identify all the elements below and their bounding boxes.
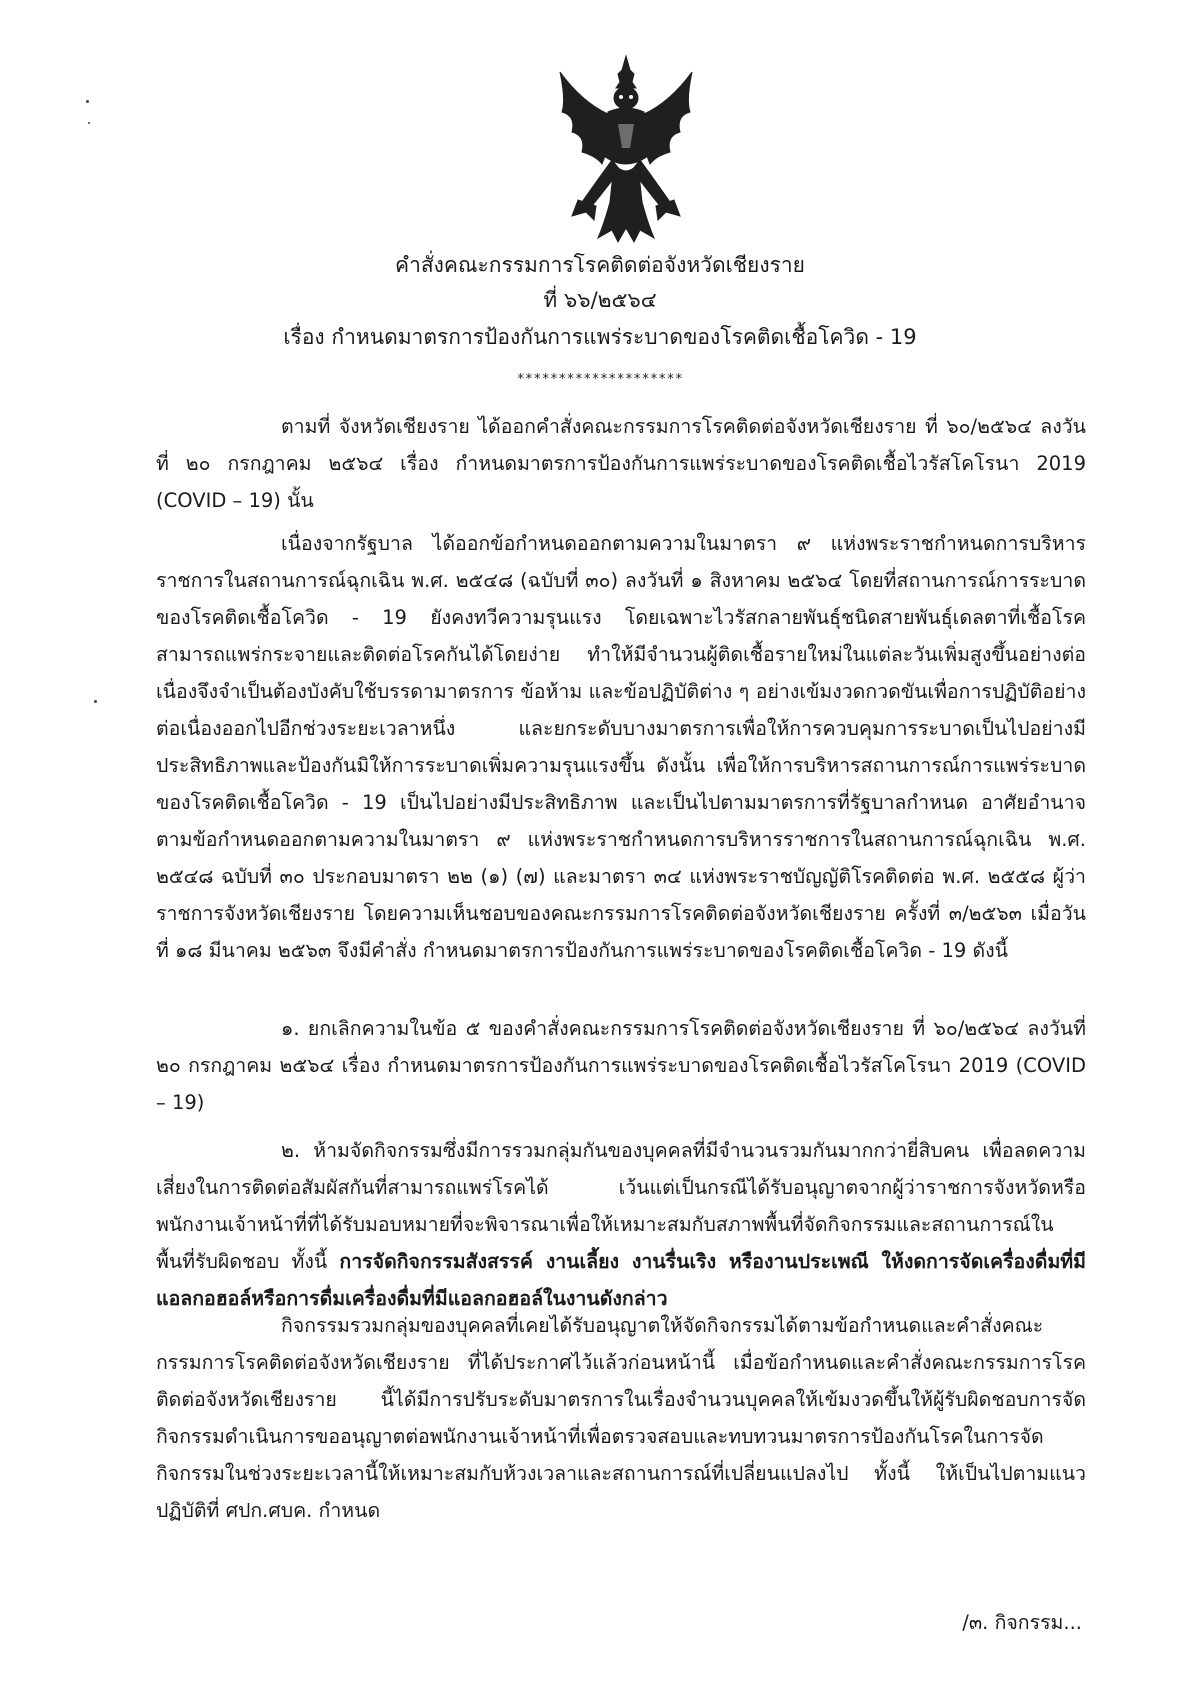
- clause-1: [156, 1010, 1086, 1121]
- paragraph-text: ๑. ยกเลิกความในข้อ ๕ ของคำสั่งคณะกรรมการโรคติดต่อจังหวัดเชียงราย ที่ ๖๐/๒๕๖๔ ลงวันที่ ๒๐ กรกฎาคม ๒๕๖๔ เรื่อง กำหนดมาตรการป้องกันการแพร่ระบาดของโรคติดเชื้อไวรัสโคโรนา 2019 (COVID – 19): [156, 1017, 1086, 1114]
- clause-2-normal-text: ๒. ห้ามจัดกิจกรรมซึ่งมีการรวมกลุ่มกันของบุคคลที่มีจำนวนรวมกันมากกว่ายี่สิบคน เพื่อลดความเสี่ยงในการติดต่อสัมผัสกันที่สามารถแพร่โรคได้ เว้นแต่เป็นกรณีได้รับอนุญาตจากผู้ว่าราชการจังหวัดหรือพนักงานเจ้าหน้าที่ที่ได้รับมอบหมายที่จะพิจารณาเพื่อให้เหมาะสมกับสภาพพื้นที่จัดกิจกรรมและสถานการณ์ในพื้นที่รับผิดชอบ ทั้งนี้: [156, 1139, 1086, 1273]
- clause-2-continuation: [156, 1307, 1086, 1529]
- order-title: คำสั่งคณะกรรมการโรคติดต่อจังหวัดเชียงราย: [395, 253, 805, 277]
- paragraph-text: เนื่องจากรัฐบาล ได้ออกข้อกำหนดออกตามความในมาตรา ๙ แห่งพระราชกำหนดการบริหารราชการในสถานการณ์ฉุกเฉิน พ.ศ. ๒๕๔๘ (ฉบับที่ ๓๐) ลงวันที่ ๑ สิงหาคม ๒๕๖๔ โดยที่สถานการณ์การระบาดของโรคติดเชื้อโควิด - 19 ยังคงทวีความรุนแรง โดยเฉพาะไวรัสกลายพันธุ์ชนิดสายพันธุ์เดลตาที่เชื้อโรคสามารถแพร่กระจายและติดต่อโรคกันได้โดยง่าย ทำให้มีจำนวนผู้ติดเชื้อรายใหม่ในแต่ละวันเพิ่มสูงขึ้นอย่างต่อเนื่องจึงจำเป็นต้องบังคับใช้บรรดามาตรการ ข้อห้าม และข้อปฏิบัติต่าง ๆ อย่างเข้มงวดกวดขันเพื่อการปฏิบัติอย่างต่อเนื่องออกไปอีกช่วงระยะเวลาหนึ่ง และยกระดับบางมาตรการเพื่อให้การควบคุมการระบาดเป็นไปอย่างมีประสิทธิภาพและป้องกันมิให้การระบาดเพิ่มความรุนแรงขึ้น ดังนั้น เพื่อให้การบริหารสถานการณ์การแพร่ระบาดของโรคติดเชื้อโควิด - 19 เป็นไปอย่างมีประสิทธิภาพ และเป็นไปตามมาตรการที่รัฐบาลกำหนด อาศัยอำนาจ ตามข้อกำหนดออกตามความในมาตรา ๙ แห่งพระราชกำหนดการบริหารราชการในสถานการณ์ฉุกเฉิน พ.ศ. ๒๕๔๘ ฉบับที่ ๓๐ ประกอบมาตรา ๒๒ (๑) (๗) และมาตรา ๓๔ แห่งพระราชบัญญัติโรคติดต่อ พ.ศ. ๒๕๕๘ ผู้ว่าราชการจังหวัดเชียงราย โดยความเห็นชอบของคณะกรรมการโรคติดต่อจังหวัดเชียงราย ครั้งที่ ๓/๒๕๖๓ เมื่อวันที่ ๑๘ มีนาคม ๒๕๖๓ จึงมีคำสั่ง กำหนดมาตรการป้องกันการแพร่ระบาดของโรคติดเชื้อโควิด - 19 ดังนี้: [156, 532, 1086, 962]
- clause-2-bold-text: การจัดกิจกรรมสังสรรค์ งานเลี้ยง งานรื่นเริง หรืองานประเพณี ให้งดการจัดเครื่องดื่มที่มีแอลกอฮอล์หรือการดื่มเครื่องดื่มที่มีแอลกอฮอล์ในงานดังกล่าว: [156, 1250, 1086, 1310]
- paragraph-reference: [156, 408, 1086, 519]
- scan-speck: [94, 700, 97, 703]
- paragraph-text: กิจกรรมรวมกลุ่มของบุคคลที่เคยได้รับอนุญาตให้จัดกิจกรรมได้ตามข้อกำหนดและคำสั่งคณะกรรมการโรคติดต่อจังหวัดเชียงราย ที่ได้ประกาศไว้แล้วก่อนหน้านี้ เมื่อข้อกำหนดและคำสั่งคณะกรรมการโรคติดต่อจังหวัดเชียงราย นี้ได้มีการปรับระดับมาตรการในเรื่องจำนวนบุคคลให้เข้มงวดขึ้นให้ผู้รับผิดชอบการจัดกิจกรรมดำเนินการขออนุญาตต่อพนักงานเจ้าหน้าที่เพื่อตรวจสอบและทบทวนมาตรการป้องกันโรคในการจัดกิจกรรมในช่วงระยะเวลานี้ให้เหมาะสมกับห้วงเวลาและสถานการณ์ที่เปลี่ยนแปลงไป ทั้งนี้ ให้เป็นไปตามแนวปฏิบัติที่ ศปก.ศบค. กำหนด: [156, 1314, 1086, 1522]
- clause-2: [156, 1132, 1086, 1317]
- scan-speck: [88, 122, 90, 124]
- paragraph-text: ตามที่ จังหวัดเชียงราย ได้ออกคำสั่งคณะกรรมการโรคติดต่อจังหวัดเชียงราย ที่ ๖๐/๒๕๖๔ ลงวันที่ ๒๐ กรกฎาคม ๒๕๖๔ เรื่อง กำหนดมาตรการป้องกันการแพร่ระบาดของโรคติดเชื้อไวรัสโคโรนา 2019 (COVID – 19) นั้น: [156, 415, 1086, 512]
- separator-line: ********************: [516, 372, 684, 387]
- order-subject: เรื่อง กำหนดมาตรการป้องกันการแพร่ระบาดของโรคติดเชื้อโควิด - 19: [283, 325, 917, 349]
- clause-2-text: [156, 1132, 1086, 1317]
- order-number: ที่ ๖๖/๒๕๖๔: [543, 288, 657, 312]
- paragraph-reason: [156, 525, 1086, 969]
- scan-speck: [86, 100, 89, 103]
- garuda-emblem-icon: [552, 52, 700, 244]
- page-continuation: /๓. กิจกรรม...: [962, 1611, 1082, 1634]
